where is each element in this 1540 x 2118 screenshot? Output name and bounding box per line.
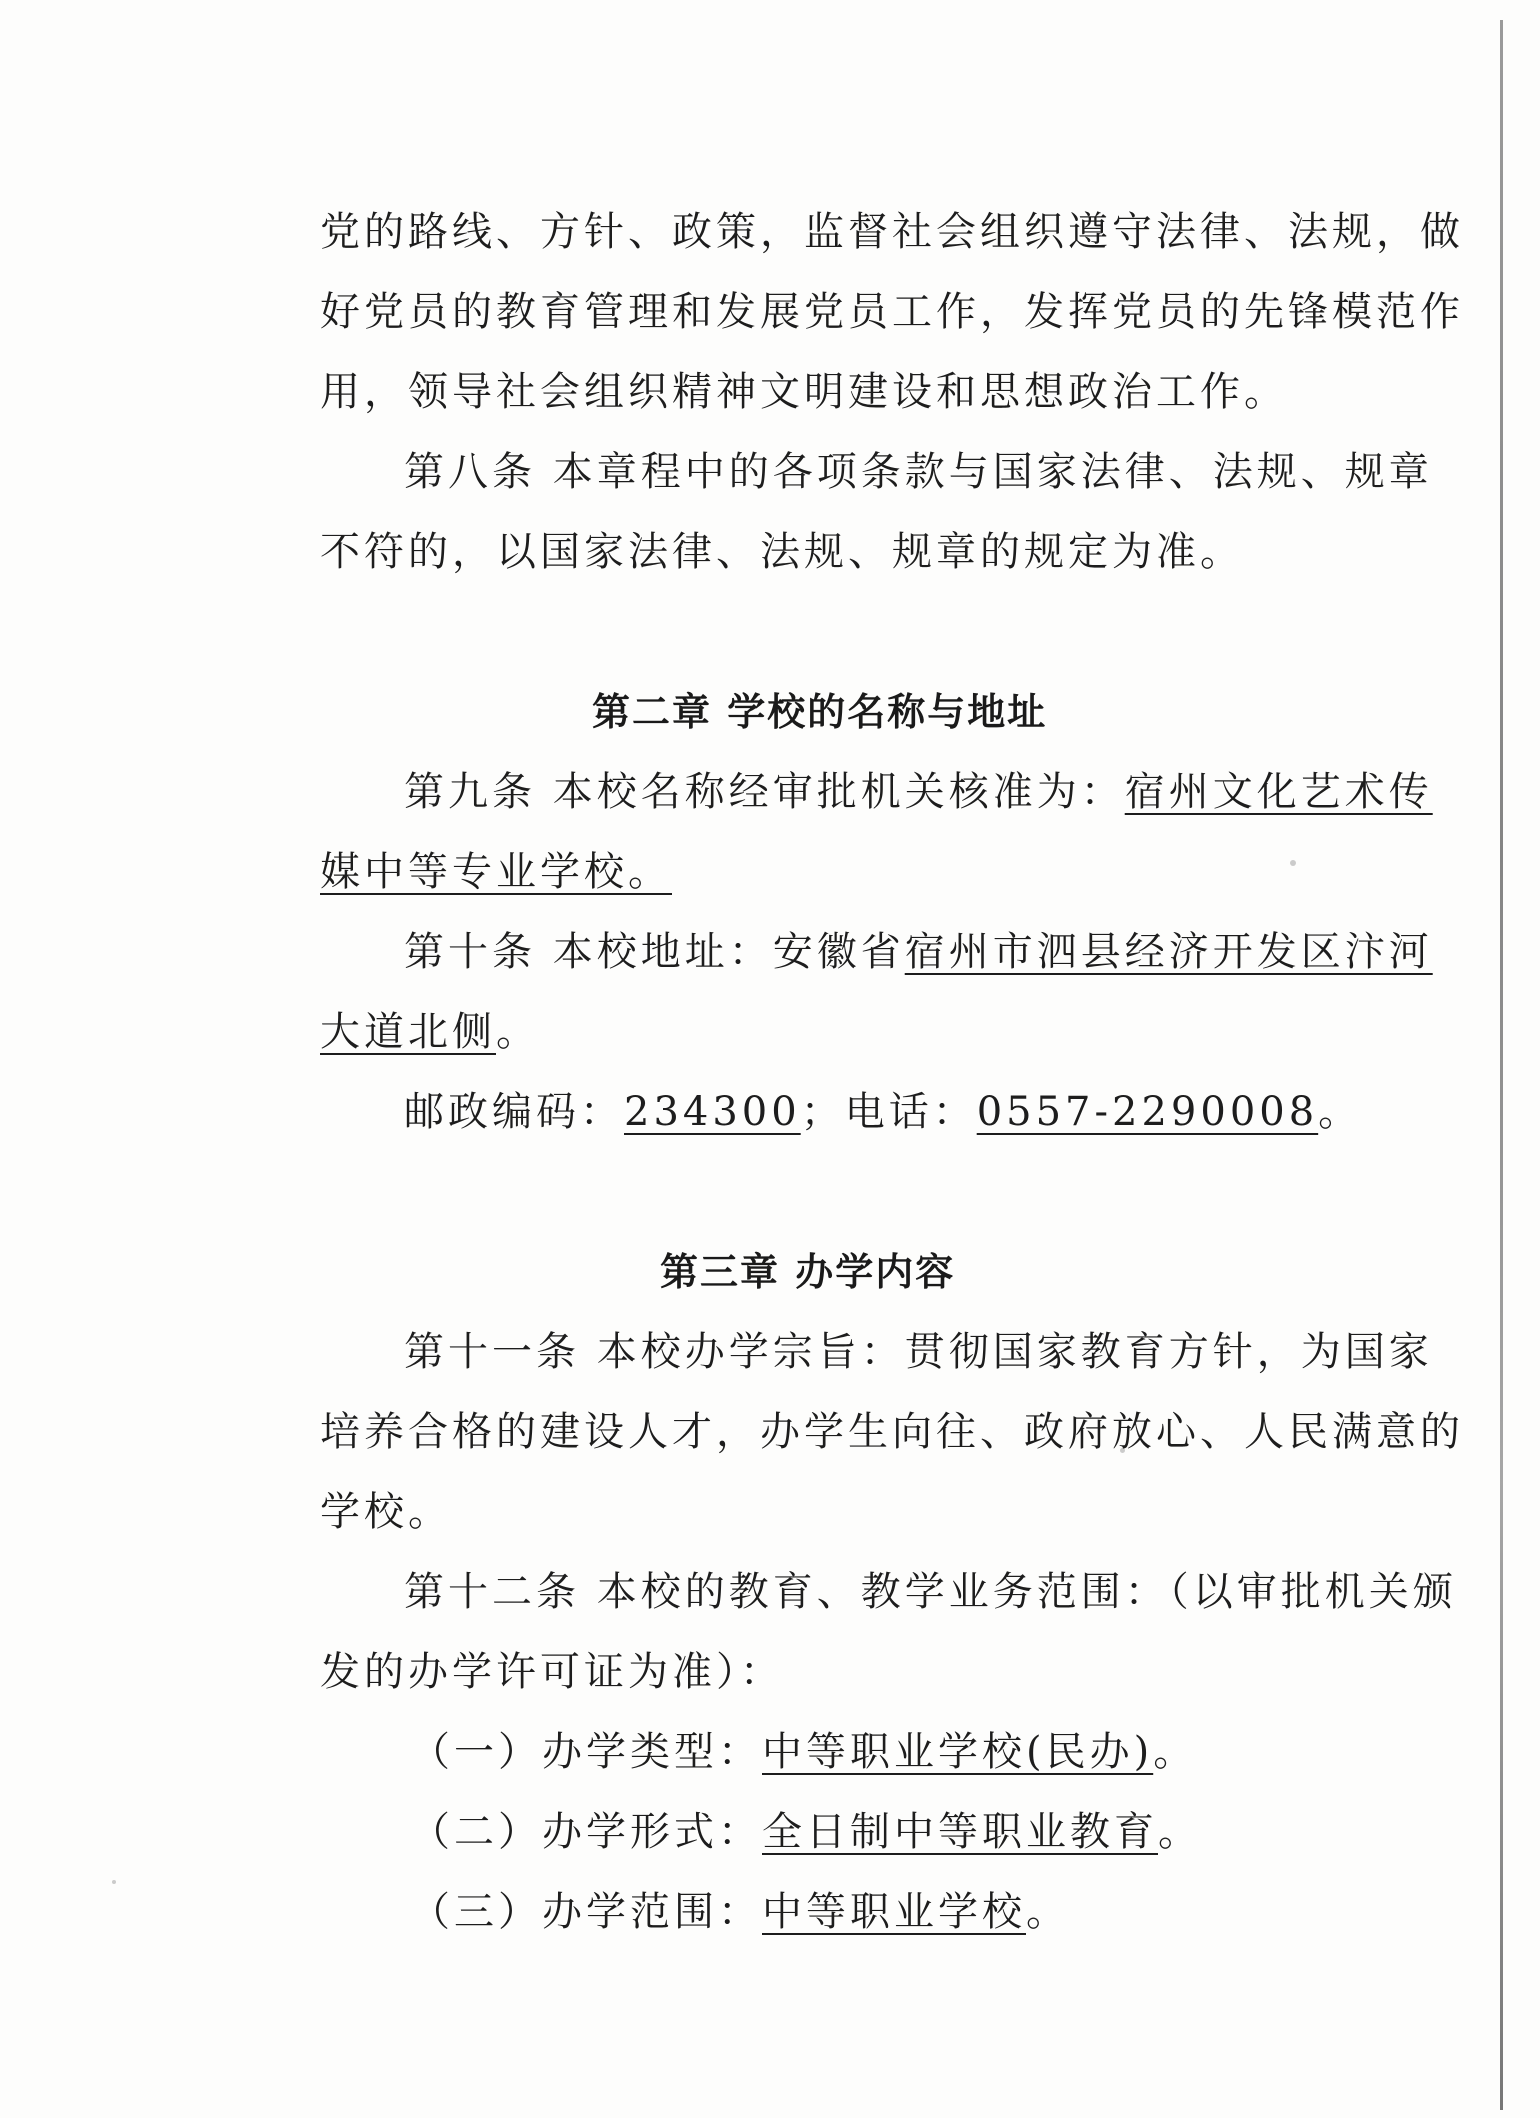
text-line: 第十一条 本校办学宗旨：贯彻国家教育方针，为国家	[404, 1329, 1433, 1375]
item-value: 全日制中等职业教育	[762, 1809, 1158, 1855]
list-item	[320, 1792, 1360, 1872]
article-10	[320, 912, 1433, 1072]
postal-phone-line	[320, 1072, 1363, 1152]
text-line: 发的办学许可证为准）：	[320, 1649, 784, 1695]
text-line: 第十二条 本校的教育、教学业务范围：（以审批机关颁	[404, 1569, 1457, 1615]
article-12	[320, 1552, 1457, 1712]
item-end: 。	[1158, 1809, 1202, 1855]
school-name-part1: 宿州文化艺术传	[1124, 769, 1433, 815]
list-item	[320, 1712, 1360, 1792]
item-label: （一）办学类型：	[410, 1729, 762, 1775]
address-end: 。	[496, 1009, 540, 1055]
postcode-value: 234300	[624, 1089, 801, 1135]
item-label: （三）办学范围：	[410, 1889, 762, 1935]
article-10-prefix: 第十条 本校地址：安徽省	[404, 929, 905, 975]
school-name-part2: 媒中等专业学校。	[320, 849, 672, 895]
scan-edge-line	[1500, 20, 1503, 2110]
text-line: 不符的，以国家法律、法规、规章的规定为准。	[320, 529, 1244, 575]
document-body	[320, 192, 1464, 1952]
article-9-prefix: 第九条 本校名称经审批机关核准为：	[404, 769, 1125, 815]
item-end: 。	[1153, 1729, 1198, 1775]
article-9	[320, 752, 1433, 912]
address-part1: 宿州市泗县经济开发区汴河	[904, 929, 1433, 975]
text-line: 学校。	[320, 1489, 452, 1535]
scope-items	[320, 1712, 1360, 1952]
text-line	[320, 832, 1360, 912]
scan-speck	[112, 1880, 116, 1884]
paragraph-party-work	[320, 192, 1464, 432]
text-line: 第八条 本章程中的各项条款与国家法律、法规、规章	[404, 449, 1433, 495]
article-8	[320, 432, 1433, 592]
item-end: 。	[1026, 1889, 1070, 1935]
text-line	[320, 912, 1433, 992]
text-line: 好党员的教育管理和发展党员工作，发挥党员的先锋模范作	[320, 289, 1464, 335]
chapter-2-heading: 第二章 学校的名称与地址	[592, 690, 1048, 734]
text-line	[320, 992, 1360, 1072]
article-11	[320, 1312, 1464, 1552]
item-label: （二）办学形式：	[410, 1809, 762, 1855]
item-value: 中等职业学校(民办)	[762, 1729, 1154, 1775]
text-line: 党的路线、方针、政策，监督社会组织遵守法律、法规，做	[320, 209, 1464, 255]
item-value: 中等职业学校	[762, 1889, 1026, 1935]
chapter-3-heading: 第三章 办学内容	[660, 1250, 956, 1294]
phone-value: 0557-2290008	[976, 1089, 1319, 1135]
phone-label: ；电话：	[800, 1089, 977, 1135]
text-line: 培养合格的建设人才，办学生向往、政府放心、人民满意的	[320, 1409, 1464, 1455]
postal-end: 。	[1318, 1089, 1363, 1135]
text-line: 用，领导社会组织精神文明建设和思想政治工作。	[320, 369, 1288, 415]
postcode-label: 邮政编码：	[404, 1089, 624, 1135]
address-part2: 大道北侧	[320, 1009, 496, 1055]
list-item	[320, 1872, 1360, 1952]
text-line	[320, 752, 1433, 832]
